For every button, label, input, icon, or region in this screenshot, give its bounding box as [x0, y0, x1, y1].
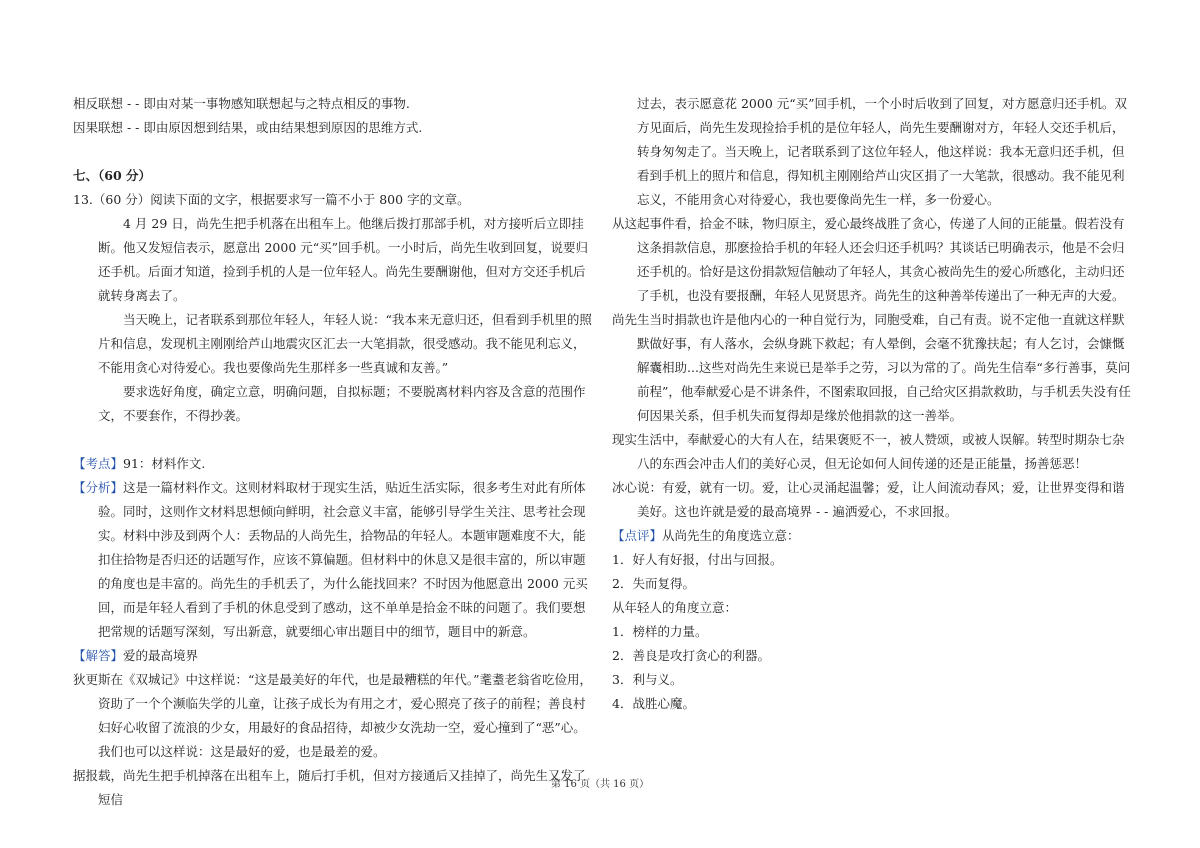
essay-paragraph: 现实生活中，奉献爱心的大有人在，结果褒贬不一，被人赞颂，或被人误解。转型时期杂七杂八的东西会冲击人们的美好心灵，但无论如何人间传递的还是正能量，扬善惩恶！ — [612, 432, 1125, 471]
list-item: 1．好人有好报，付出与回报。 — [612, 552, 783, 567]
essay-paragraph: 从这起事件看，拾金不昧，物归原主，爱心最终战胜了贪心，传递了人间的正能量。假若没有这条捐款信息，那麽捡拾手机的年轻人还会归还手机吗？其谈话已明确表示，他是不会归还手机的。恰好是这份捐款短信触动了年轻人，其贪心被尚先生的爱心所感化，主动归还了手机，也没有要报酬，年轻人见贤思齐。尚先生的这种善举传递出了一种无声的大爱。 — [612, 216, 1125, 303]
kaodian-text: 91：材料作文. — [123, 456, 206, 471]
page-footer: 第 16 页（共 16 页） — [550, 779, 650, 790]
jieda-tag: 【解答】 — [73, 648, 124, 663]
essay-paragraph: 狄更斯在《双城记》中这样说：“这是最美好的年代，也是最糟糕的年代。”耄耋老翁省吃俭用，资助了一个个濒临失学的儿童，让孩子成长为有用之才，爱心照亮了孩子的前程；善良村妇好心收留了流浪的少女，用最好的食品招待，却被少女洗劫一空，爱心撞到了“恶”心。我们也可以这样说：这是最好的爱，也是最差的爱。 — [73, 672, 593, 759]
section-title: 七、（60 分） — [73, 168, 151, 183]
list-item: 2．失而复得。 — [612, 576, 695, 591]
list-item: 1．榜样的力量。 — [612, 624, 708, 639]
question-paragraph: 4 月 29 日，尚先生把手机落在出租车上。他继后拨打那部手机，对方接听后立即挂断。他又发短信表示，愿意出 2000 元“买”回手机。一小时后，尚先生收到回复，说要归还手机。后面才知道，捡到手机的人是一位年轻人。尚先生要酬谢他，但对方交还手机后就转身离去了。 — [98, 216, 589, 303]
association-opposite: 相反联想 - - 即由对某一事物感知联想起与之特点相反的事物. — [73, 96, 410, 111]
list-item: 3．利与义。 — [612, 672, 683, 687]
list-item: 2．善良是攻打贪心的利器。 — [612, 648, 770, 663]
essay-paragraph: 过去，表示愿意花 2000 元“买”回手机，一个小时后收到了回复，对方愿意归还手机。双方见面后，尚先生发现捡拾手机的是位年轻人，尚先生要酬谢对方，年轻人交还手机后，转身匆匆走了。当天晚上，记者联系到了这位年轻人，他这样说：我本无意归还手机，但看到手机上的照片和信息，得知机主刚刚给芦山灾区捐了一大笔款，很感动。我不能见利忘义，不能用贪心对待爱心，我也要像尚先生一样，多一份爱心。 — [637, 96, 1128, 207]
kaodian-line — [73, 452, 593, 476]
young-intro: 从年轻人的角度立意： — [612, 600, 738, 615]
left-column — [73, 92, 593, 812]
dianping-text: 从尚先生的角度选立意： — [662, 528, 800, 543]
dianping-line — [612, 524, 1134, 548]
essay-title: 爱的最高境界 — [123, 648, 199, 663]
essay-paragraph: 据报载，尚先生把手机掉落在出租车上，随后打手机，但对方接通后又挂掉了，尚先生又发了短信 — [73, 768, 586, 807]
fenxi-text: 这是一篇材料作文。这则材料取材于现实生活，贴近生活实际，很多考生对此有所体验。同时，这则作文材料思想倾向鲜明，社会意义丰富，能够引导学生关注、思考社会现实。材料中涉及到两个人：丢物品的人尚先生，拾物品的年轻人。本题审题难度不大，能扣住拾物是否归还的话题写作，应该不算偏题。但材料中的休息又是很丰富的，所以审题的角度也是丰富的。尚先生的手机丢了，为什么能找回来？不时因为他愿意出 2000 元买回，而是年轻人看到了手机的休息受到了感动，这不单单是拾金不昧的问题了。我们要想把常规的话题写深刻，写出新意，就要细心审出题目中的细节，题目中的新意。 — [98, 480, 588, 639]
fenxi-line — [73, 476, 593, 644]
jieda-line — [73, 644, 593, 668]
essay-paragraph: 冰心说：有爱，就有一切。爱，让心灵涌起温馨；爱，让人间流动春风；爱，让世界变得和谐美好。这也许就是爱的最高境界 - - 遍洒爱心，不求回报。 — [612, 480, 1125, 519]
question-paragraph: 要求选好角度，确定立意，明确问题，自拟标题；不要脱离材料内容及含意的范围作文，不要套作，不得抄袭。 — [98, 384, 586, 423]
fenxi-tag: 【分析】 — [73, 480, 124, 495]
kaodian-tag: 【考点】 — [73, 456, 124, 471]
question-stem: 13.（60 分）阅读下面的文字，根据要求写一篇不小于 800 字的文章。 — [73, 192, 470, 207]
list-item: 4．战胜心魔。 — [612, 696, 695, 711]
question-paragraph: 当天晚上，记者联系到那位年轻人，年轻人说：“我本来无意归还，但看到手机里的照片和信息，发现机主刚刚给芦山地震灾区汇去一大笔捐款，很受感动。我不能见利忘义，不能用贪心对待爱心。我也要像尚先生那样多一些真诚和友善。” — [98, 312, 592, 375]
essay-paragraph: 尚先生当时捐款也许是他内心的一种自觉行为，同胞受难，自己有责。说不定他一直就这样默默做好事，有人落水，会纵身跳下救起；有人晕倒，会毫不犹豫扶起；有人乞讨，会慷慨解囊相助...这些对尚先生来说已是举手之劳，习以为常的了。尚先生信奉“多行善事，莫问前程”，他奉献爱心是不讲条件，不图索取回报，自己给灾区捐款救助，与手机丢失没有任何因果关系，但手机失而复得却是缘於他捐款的这一善举。 — [612, 312, 1131, 423]
right-column — [612, 92, 1134, 716]
association-causal: 因果联想 - - 即由原因想到结果，或由结果想到原因的思维方式. — [73, 120, 423, 135]
dianping-tag: 【点评】 — [612, 528, 663, 543]
